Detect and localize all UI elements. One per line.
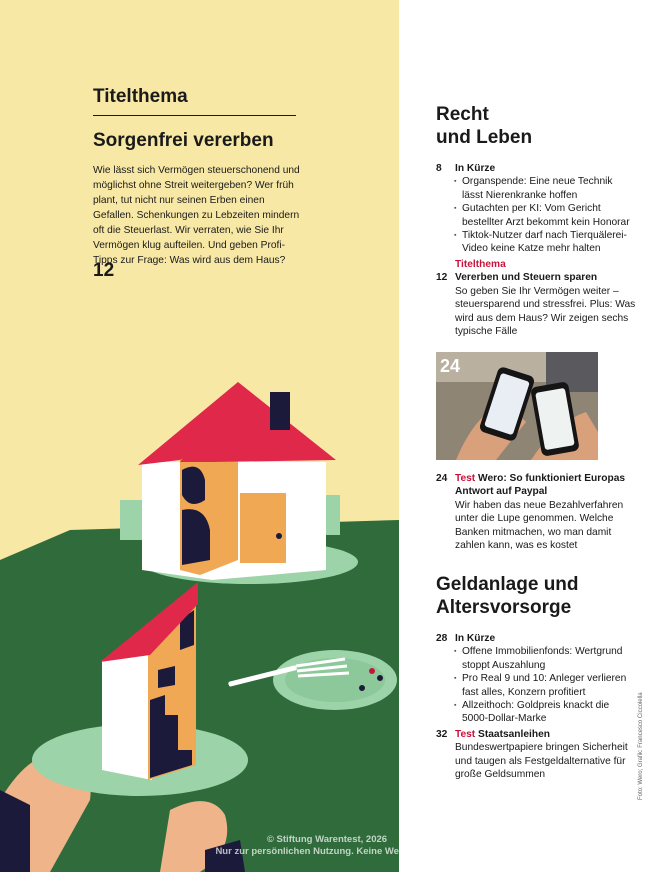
section-title-recht: Recht und Leben (436, 104, 533, 148)
toc-entry-vererben[interactable] (436, 258, 636, 338)
toc-page-number: 8 (436, 163, 442, 174)
table-of-contents (399, 0, 654, 872)
toc-entry-heading: Staatsanleihen (478, 729, 550, 740)
feature-page-number[interactable]: 12 (93, 260, 115, 281)
copyright-watermark: © Stiftung Warentest, 2026 Nur zur persönlichen Nutzung. Keine Weitergabe. (215, 834, 439, 857)
photo-page-number: 24 (440, 356, 461, 376)
toc-entry-in-kuerze-geld[interactable] (436, 632, 636, 726)
toc-page-number: 24 (436, 473, 448, 484)
toc-entry-heading: In Kürze (455, 163, 496, 174)
toc-category-tag: Test (455, 729, 476, 740)
toc-entry-heading: Vererben und Steuern sparen (455, 272, 598, 284)
feature-divider (93, 115, 296, 116)
toc-entry-description: Wir haben das neue Bezahlverfahren unter die Lupe genommen. Welche Banken mitmachen, wo man damit zahlen kann, was es kostet (455, 499, 624, 552)
toc-entry-heading: In Kürze (455, 633, 496, 644)
toc-category-tag: Titelthema (455, 259, 506, 270)
toc-entry-description: Bundeswertpapiere bringen Sicherheit und taugen als Festgeldalternative für große Geldsummen (455, 742, 628, 781)
toc-page-number: 28 (436, 633, 448, 644)
toc-entry-heading: Wero: So funktioniert Europas Antwort auf Paypal (455, 473, 626, 498)
section-title-geldanlage: Geldanlage und Altersvorsorge (436, 574, 579, 618)
toc-entry-staatsanleihen[interactable] (436, 728, 636, 782)
toc-page-number: 12 (436, 272, 448, 284)
toc-entry-in-kuerze-recht[interactable] (436, 162, 636, 256)
house-illustration (0, 370, 399, 872)
toc-bullet: ▪ Tiktok-Nutzer darf nach Tierquälerei-Video keine Katze mehr halten (455, 229, 636, 256)
image-credit: Foto: Wero; Grafik: Francesco Ciccolella (638, 692, 644, 800)
toc-bullet: ▪ Allzeithoch: Goldpreis knackt die 5000-Dollar-Marke (455, 699, 636, 726)
wero-app-photo[interactable] (436, 352, 598, 460)
toc-bullet: ▪ Offene Immobilienfonds: Wertgrund stoppt Auszahlung (455, 645, 636, 672)
feature-title[interactable]: Sorgenfrei vererben (93, 130, 274, 151)
toc-entry-description: So geben Sie Ihr Vermögen weiter – steuersparend und stressfrei. Plus: Was wird aus dem Haus? Wir zeigen sechs typische Fälle (455, 285, 636, 338)
toc-page-number: 32 (436, 729, 448, 740)
toc-bullet: ▪ Gutachten per KI: Vom Gericht bestellter Arzt bekommt kein Honorar (455, 202, 636, 229)
toc-bullet: ▪ Pro Real 9 und 10: Anleger verlieren fast alles, Konzern profitiert (455, 672, 636, 699)
feature-teaser: Wie lässt sich Vermögen steuerschonend und möglichst ohne Streit weitergeben? Wer früh plant, tut nicht nur seinen Erben einen Gefallen. Schenkungen zu Lebzeiten mindern oft die Steuerlast. Wir verraten, wie Sie Ihr Vermögen klug aufteilen. Und geben Profi-Tipps zur Frage: Was wird aus dem Haus? (93, 165, 300, 266)
toc-entry-wero[interactable] (436, 472, 636, 552)
phones-image (436, 352, 598, 460)
toc-bullet: ▪ Organspende: Eine neue Technik lässt Nierenkranke hoffen (455, 175, 636, 202)
feature-kicker: Titelthema (93, 86, 188, 107)
toc-category-tag: Test (455, 473, 476, 484)
